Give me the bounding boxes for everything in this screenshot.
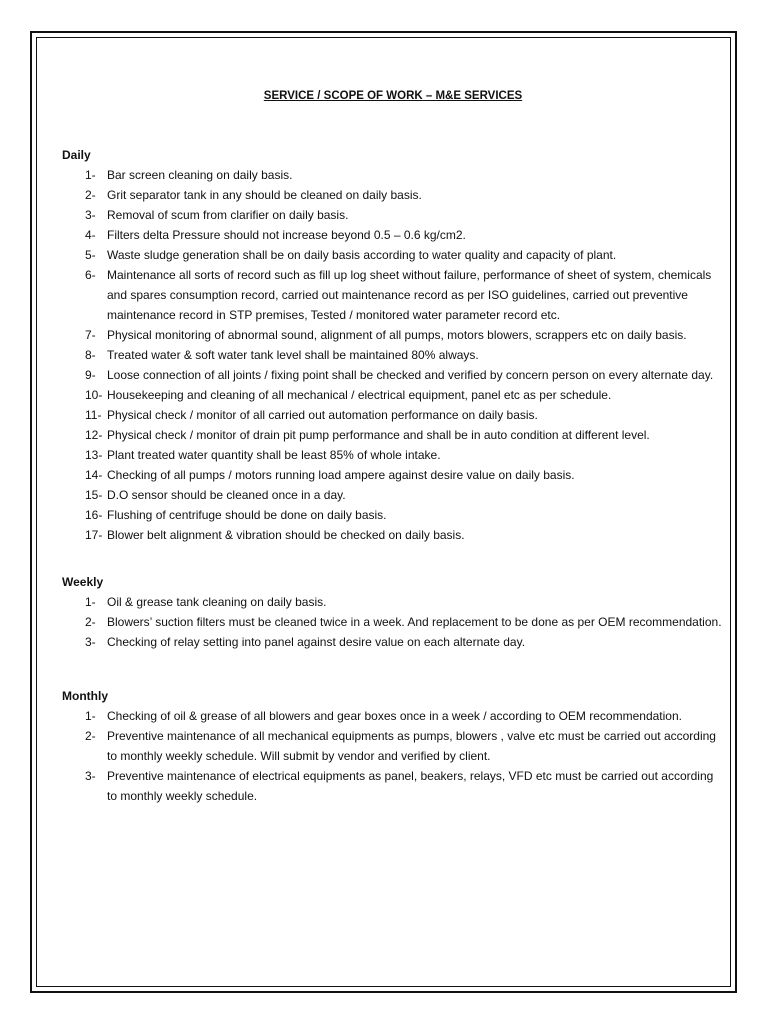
- list-item: [62, 405, 722, 425]
- item-number: 9-: [85, 368, 96, 382]
- item-number: 13-: [85, 448, 103, 462]
- item-text: Preventive maintenance of all mechanical equipments as pumps, blowers , valve etc must be carried out according to monthly weekly schedule. Will submit by vendor and verified by client.: [107, 729, 716, 763]
- item-text: Physical check / monitor of drain pit pump performance and shall be in auto condition at different level.: [107, 428, 650, 442]
- item-text: Loose connection of all joints / fixing point shall be checked and verified by concern person on every alternate day.: [107, 368, 714, 382]
- item-number: 1-: [85, 168, 96, 182]
- item-text: Plant treated water quantity shall be least 85% of whole intake.: [107, 448, 441, 462]
- list-item: [62, 465, 722, 485]
- list-item: [62, 525, 722, 545]
- list-item: [62, 766, 722, 806]
- item-number: 2-: [85, 615, 96, 629]
- list-item: [62, 445, 722, 465]
- item-number: 8-: [85, 348, 96, 362]
- list-item: [62, 612, 722, 632]
- item-text: Flushing of centrifuge should be done on daily basis.: [107, 508, 387, 522]
- list-item: [62, 245, 722, 265]
- item-text: Housekeeping and cleaning of all mechanical / electrical equipment, panel etc as per schedule.: [107, 388, 612, 402]
- item-number: 2-: [85, 729, 96, 743]
- item-number: 3-: [85, 208, 96, 222]
- list-item: [62, 345, 722, 365]
- list-item: [62, 185, 722, 205]
- document-body: [62, 86, 722, 806]
- item-number: 3-: [85, 635, 96, 649]
- item-text: Removal of scum from clarifier on daily basis.: [107, 208, 349, 222]
- list-item: [62, 726, 722, 766]
- item-text: Maintenance all sorts of record such as fill up log sheet without failure, performance of sheet of system, chemicals and spares consumption record, carried out maintenance record as per ISO guidelines, carried out preventive maintenance record in STP premises, Tested / monitored water parameter record etc.: [107, 268, 712, 322]
- item-number: 2-: [85, 188, 96, 202]
- item-number: 16-: [85, 508, 103, 522]
- weekly-list: [62, 592, 722, 652]
- item-number: 11-: [85, 408, 102, 422]
- list-item: [62, 205, 722, 225]
- item-text: Blowers’ suction filters must be cleaned twice in a week. And replacement to be done as per OEM recommendation.: [107, 615, 722, 629]
- list-item: [62, 225, 722, 245]
- item-number: 14-: [85, 468, 103, 482]
- list-item: [62, 365, 722, 385]
- section-heading-monthly: Monthly: [62, 689, 108, 703]
- item-text: Treated water & soft water tank level shall be maintained 80% always.: [107, 348, 479, 362]
- item-text: Checking of relay setting into panel against desire value on each alternate day.: [107, 635, 526, 649]
- section-heading-daily: Daily: [62, 148, 91, 162]
- item-number: 1-: [85, 595, 96, 609]
- list-item: [62, 485, 722, 505]
- item-text: Physical check / monitor of all carried out automation performance on daily basis.: [107, 408, 538, 422]
- list-item: [62, 165, 722, 185]
- item-number: 3-: [85, 769, 96, 783]
- list-item: [62, 592, 722, 612]
- section-heading-weekly: Weekly: [62, 575, 104, 589]
- document-title: SERVICE / SCOPE OF WORK – M&E SERVICES: [263, 90, 523, 102]
- monthly-list: [62, 706, 722, 806]
- item-text: Waste sludge generation shall be on daily basis according to water quality and capacity of plant.: [107, 248, 617, 262]
- item-number: 10-: [85, 388, 103, 402]
- list-item: [62, 706, 722, 726]
- item-text: Physical monitoring of abnormal sound, alignment of all pumps, motors blowers, scrappers etc on daily basis.: [107, 328, 687, 342]
- daily-list: [62, 165, 722, 545]
- item-text: Checking of oil & grease of all blowers and gear boxes once in a week / according to OEM recommendation.: [107, 709, 682, 723]
- item-number: 17-: [85, 528, 103, 542]
- list-item: [62, 325, 722, 345]
- item-number: 1-: [85, 709, 96, 723]
- item-number: 12-: [85, 428, 103, 442]
- list-item: [62, 632, 722, 652]
- item-text: Filters delta Pressure should not increase beyond 0.5 – 0.6 kg/cm2.: [107, 228, 466, 242]
- item-text: Blower belt alignment & vibration should be checked on daily basis.: [107, 528, 465, 542]
- item-text: Preventive maintenance of electrical equipments as panel, beakers, relays, VFD etc must be carried out according to monthly weekly schedule.: [107, 769, 714, 803]
- item-number: 5-: [85, 248, 96, 262]
- item-text: Grit separator tank in any should be cleaned on daily basis.: [107, 188, 422, 202]
- item-text: Bar screen cleaning on daily basis.: [107, 168, 293, 182]
- item-text: D.O sensor should be cleaned once in a day.: [107, 488, 346, 502]
- item-number: 7-: [85, 328, 96, 342]
- item-text: Oil & grease tank cleaning on daily basis.: [107, 595, 327, 609]
- list-item: [62, 505, 722, 525]
- list-item: [62, 265, 722, 325]
- item-number: 4-: [85, 228, 96, 242]
- item-number: 15-: [85, 488, 103, 502]
- list-item: [62, 425, 722, 445]
- item-text: Checking of all pumps / motors running load ampere against desire value on daily basis.: [107, 468, 575, 482]
- list-item: [62, 385, 722, 405]
- item-number: 6-: [85, 268, 96, 282]
